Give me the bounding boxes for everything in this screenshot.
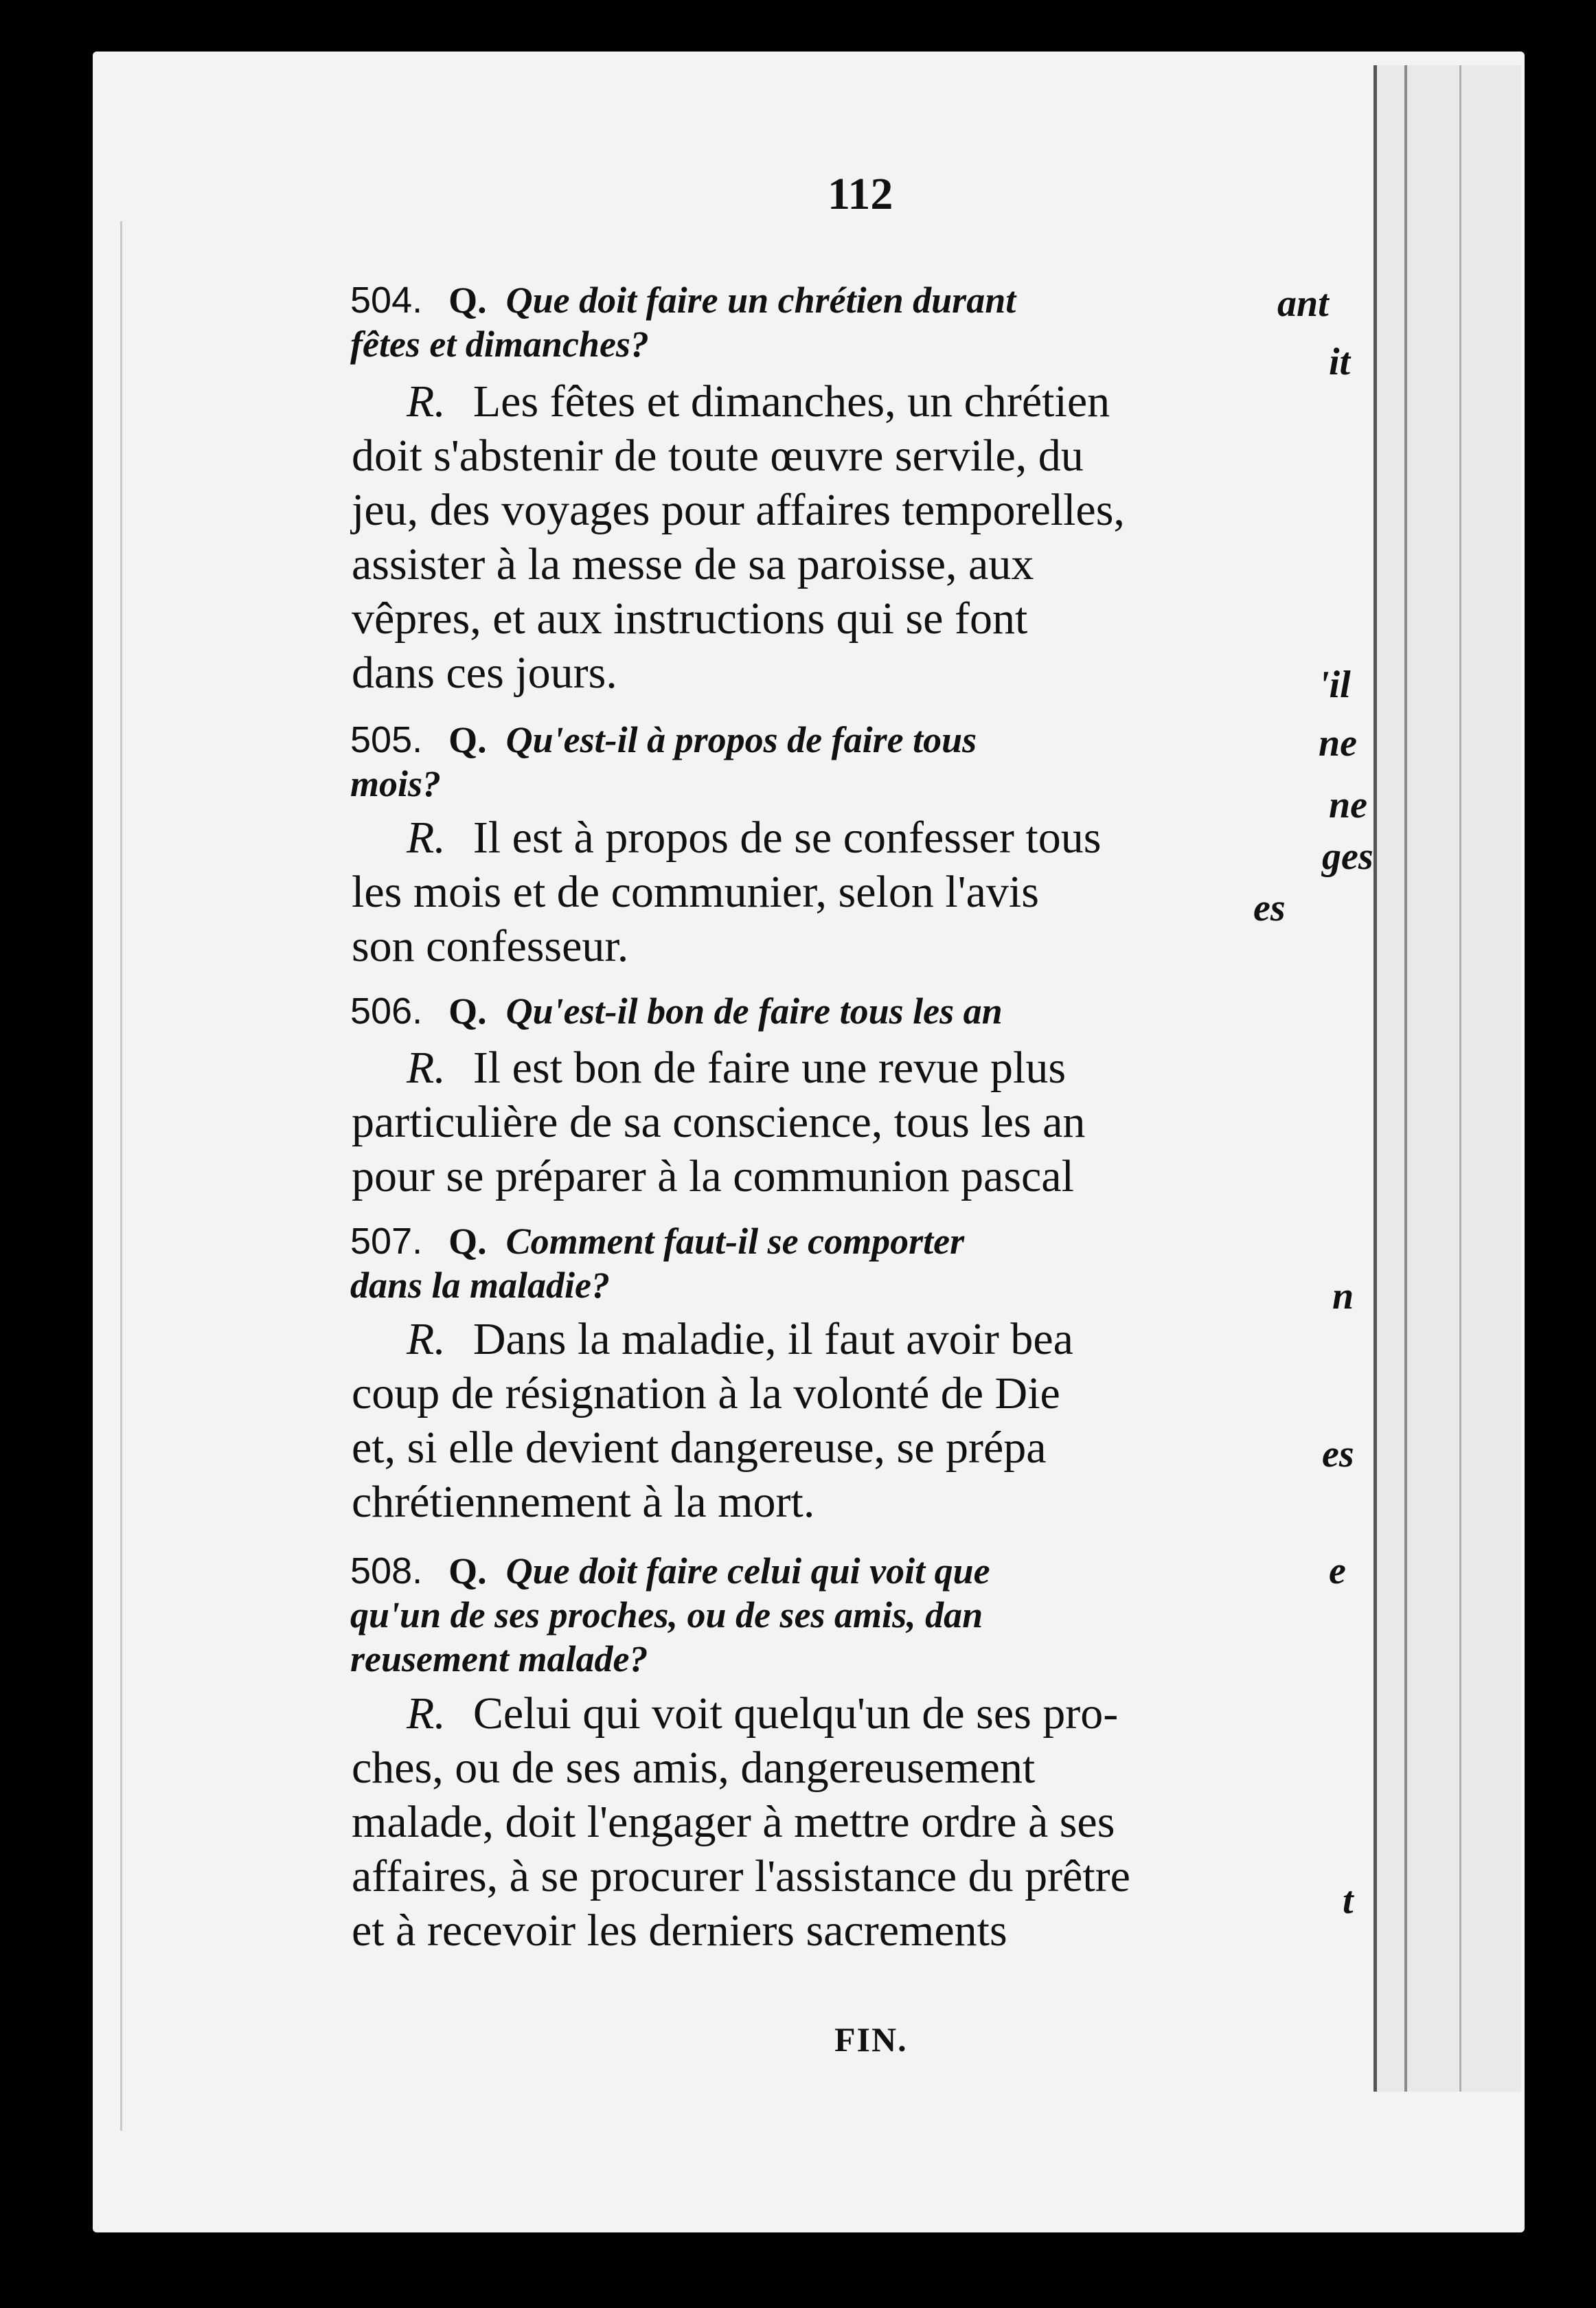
answer-text: malade, doit l'engager à mettre ordre à ses bbox=[352, 1797, 1115, 1847]
margin-fragment: es bbox=[1322, 1433, 1354, 1475]
answer-508 bbox=[352, 1686, 1382, 1958]
margin-fragment: 'il bbox=[1319, 664, 1351, 706]
answer-text: Les fêtes et dimanches, un chrétien bbox=[472, 376, 1110, 427]
margin-fragment: e bbox=[1329, 1550, 1346, 1592]
answer-text: Dans la maladie, il faut avoir bea bbox=[472, 1314, 1073, 1364]
fin-text: FIN. bbox=[834, 2020, 908, 2059]
margin-fragment: it bbox=[1329, 341, 1351, 383]
margin-fragment: ges bbox=[1322, 835, 1373, 878]
question-number: 506. bbox=[350, 991, 423, 1032]
answer-text: les mois et de communier, selon l'avis bbox=[352, 867, 1039, 917]
question-505 bbox=[350, 718, 977, 806]
answer-507 bbox=[352, 1312, 1382, 1529]
question-508 bbox=[350, 1549, 990, 1681]
page-number: 112 bbox=[828, 169, 893, 219]
answer-text: particulière de sa conscience, tous les an bbox=[352, 1097, 1086, 1147]
question-text: Que doit faire un chrétien durant bbox=[505, 280, 1016, 321]
answer-text: jeu, des voyages pour affaires temporelles, bbox=[352, 485, 1125, 535]
margin-fragment: ne bbox=[1329, 784, 1367, 826]
answer-text: affaires, à se procurer l'assistance du prêtre bbox=[352, 1851, 1130, 1901]
question-text: Que doit faire celui qui voit que bbox=[505, 1550, 990, 1592]
question-marker: Q. bbox=[448, 1550, 487, 1592]
answer-text: Celui qui voit quelqu'un de ses pro- bbox=[472, 1688, 1119, 1739]
answer-text: coup de résignation à la volonté de Die bbox=[352, 1368, 1060, 1418]
margin-fragment: ant bbox=[1277, 282, 1329, 325]
question-text: qu'un de ses proches, ou de ses amis, dan bbox=[350, 1594, 983, 1636]
question-marker: Q. bbox=[448, 280, 487, 321]
question-number: 508. bbox=[350, 1550, 423, 1592]
question-marker: Q. bbox=[448, 719, 487, 760]
question-text: fêtes et dimanches? bbox=[350, 324, 649, 365]
answer-text: assister à la messe de sa paroisse, aux bbox=[352, 539, 1034, 589]
answer-marker: R. bbox=[407, 1314, 446, 1364]
answer-text: et, si elle devient dangereuse, se prépa bbox=[352, 1423, 1047, 1473]
answer-text: ches, ou de ses amis, dangereusement bbox=[352, 1743, 1036, 1793]
question-506 bbox=[350, 989, 1003, 1033]
answer-text: vêpres, et aux instructions qui se font bbox=[352, 593, 1028, 644]
answer-text: son confesseur. bbox=[352, 921, 629, 971]
answer-text: pour se préparer à la communion pascal bbox=[352, 1151, 1074, 1201]
answer-marker: R. bbox=[407, 813, 446, 863]
answer-text: Il est bon de faire une revue plus bbox=[472, 1043, 1067, 1093]
answer-text: doit s'abstenir de toute œuvre servile, du bbox=[352, 431, 1084, 481]
answer-marker: R. bbox=[407, 1688, 446, 1739]
question-number: 505. bbox=[350, 719, 423, 760]
answer-text: dans ces jours. bbox=[352, 648, 617, 698]
answer-text: chrétiennement à la mort. bbox=[352, 1477, 815, 1527]
margin-fragment: ne bbox=[1319, 722, 1357, 765]
question-text: Comment faut-il se comporter bbox=[505, 1221, 965, 1262]
question-507 bbox=[350, 1219, 964, 1307]
margin-fragment: n bbox=[1332, 1275, 1354, 1317]
question-text: Qu'est-il à propos de faire tous bbox=[505, 719, 977, 760]
question-504 bbox=[350, 278, 1016, 366]
answer-text: et à recevoir les derniers sacrements bbox=[352, 1905, 1007, 1956]
answer-505 bbox=[352, 811, 1382, 973]
question-marker: Q. bbox=[448, 991, 487, 1032]
answer-text: Il est à propos de se confesser tous bbox=[472, 813, 1102, 863]
question-text: reusement malade? bbox=[350, 1638, 648, 1679]
question-number: 507. bbox=[350, 1221, 423, 1262]
question-text: Qu'est-il bon de faire tous les an bbox=[505, 991, 1003, 1032]
question-text: mois? bbox=[350, 763, 442, 804]
answer-506 bbox=[352, 1041, 1382, 1203]
answer-marker: R. bbox=[407, 1043, 446, 1093]
question-number: 504. bbox=[350, 280, 423, 321]
question-marker: Q. bbox=[448, 1221, 487, 1262]
answer-marker: R. bbox=[407, 376, 446, 427]
margin-fragment: es bbox=[1253, 887, 1286, 929]
question-text: dans la maladie? bbox=[350, 1265, 611, 1306]
margin-fragment: t bbox=[1343, 1879, 1354, 1922]
answer-504 bbox=[352, 374, 1382, 700]
